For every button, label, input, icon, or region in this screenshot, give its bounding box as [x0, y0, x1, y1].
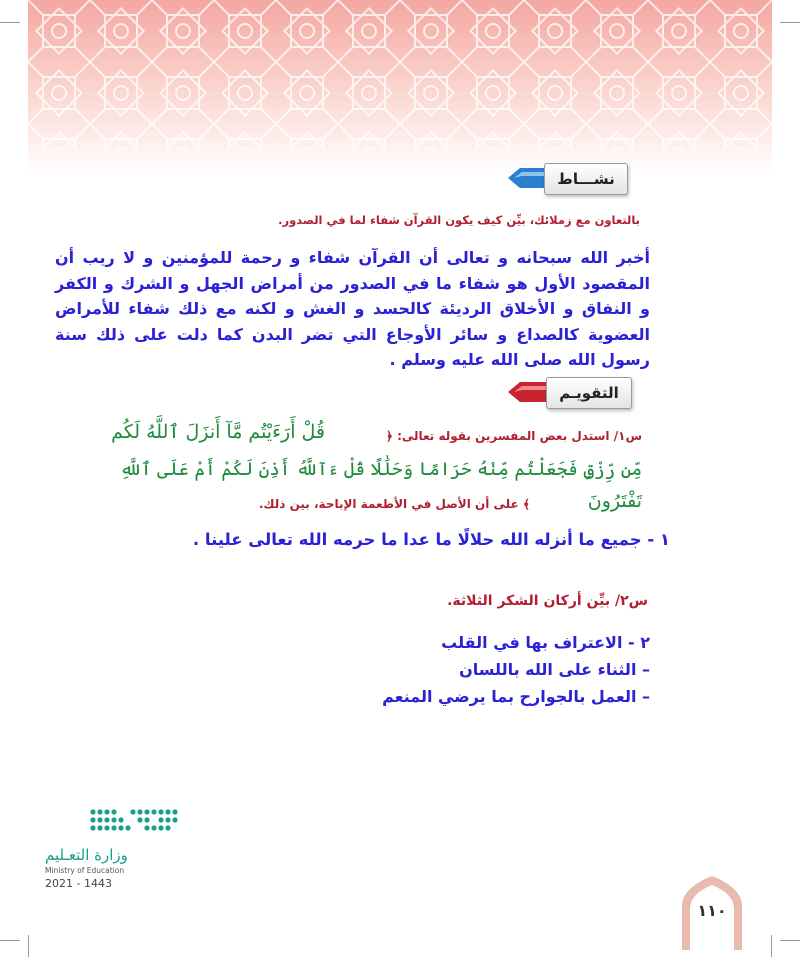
crop-mark [780, 22, 800, 23]
activity-tab-label: نشـــاط [544, 163, 628, 195]
answer-q2-line-3: – العمل بالجوارح بما يرضي المنعم [382, 687, 650, 706]
evaluation-tab-label: التقويـم [546, 377, 632, 409]
ministry-name-english: Ministry of Education [45, 866, 125, 875]
question-1-intro: س١/ استدل بعض المفسرين بقوله تعالى: ﴿ [385, 429, 642, 443]
answer-question-1: ١ - جميع ما أنزله الله حلالًا ما عدا ما حرمه الله تعالى علينا . [192, 530, 670, 549]
answer-q2-line-2: – الثناء على الله باللسان [459, 660, 650, 679]
page-number: ١١٠ [697, 901, 727, 920]
evaluation-tab [508, 377, 632, 407]
header-pattern [28, 0, 772, 175]
crop-mark [28, 935, 29, 957]
answer-paragraph: أخبر الله سبحانه و تعالى أن القرآن شفاء و رحمة للمؤمنين و لا ريب أن المقصود الأول هو شفاء ما في الصدور من أمراض الجهل و الشرك و الكفر و النفاق و الأخلاق الرديئة كالحسد و الغش و لكنه مع ذلك شفاء للأمراض العضوية كالصداع و سائر الأوجاع التي تضر البدن كما دلت على ذلك سنة رسول الله صلى الله عليه وسلم . [55, 248, 650, 369]
ministry-logo-icon [45, 806, 185, 836]
verse-line-2: مِّن رِّزْقٍ فَجَعَلْتُم مِّنْهُ حَرَامًا وَحَلَٰلًا قُلْ ءَآللَّهُ أَذِنَ لَكُمْ أَمْ عَلَى ٱللَّهِ [119, 459, 642, 480]
verse-line-3: تَفْتَرُونَ [587, 490, 642, 512]
answer-q2-line-1: ٢ - الاعتراف بها في القلب [441, 633, 650, 652]
ministry-name-arabic: وزارة التعـليم [45, 846, 128, 864]
question-2: س٢/ بيِّن أركان الشكر الثلاثة. [447, 593, 648, 609]
activity-tab [508, 163, 628, 193]
activity-instruction: بالتعاون مع زملائك، بيِّن كيف يكون القرآن شفاء لما في الصدور. [278, 213, 640, 227]
question-1-tail: ﴾ على أن الأصل في الأطعمة الإباحة، بين ذلك. [259, 497, 530, 511]
crop-mark [0, 940, 20, 941]
crop-mark [780, 940, 800, 941]
crop-mark [771, 935, 772, 957]
edition-year: 2021 - 1443 [45, 877, 112, 890]
verse-line-1: قُلْ أَرَءَيْتُم مَّآ أَنزَلَ ٱللَّهُ لَكُم [111, 421, 325, 443]
crop-mark [0, 22, 20, 23]
